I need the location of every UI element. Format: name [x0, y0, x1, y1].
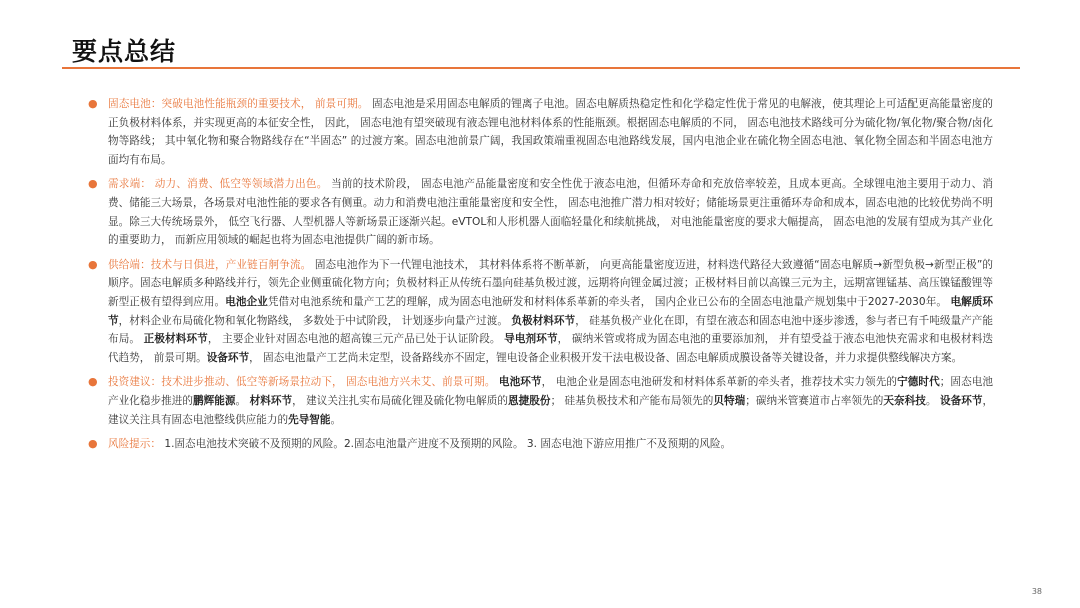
bullet-solid-state-battery [88, 95, 993, 169]
page-title: 要点总结 [72, 37, 177, 66]
bullet-text [108, 98, 993, 166]
bullet-body-text: ， 建议关注具有固态电池整线供应能力的 [108, 394, 994, 426]
bullet-text [108, 376, 993, 425]
bullet-heading: 风险提示： [108, 438, 161, 451]
bullet-keyword: 导电剂环节 [504, 333, 558, 346]
bullet-keyword: 鹏辉能源 [193, 394, 236, 407]
bullet-keyword: 负极材料环节 [511, 314, 576, 327]
bullet-dot-icon: ● [88, 375, 98, 389]
bullet-keyword: 宁德时代 [897, 376, 940, 389]
bullet-body-text: ，材料企业布局硫化物和氧化物路线， 多数处于中试阶段， 计划逐步向量产过渡。 [118, 314, 512, 327]
bullet-heading: 供给端：技术与日俱进，产业链百舸争流。 [108, 258, 312, 271]
bullet-body-text: 固态电池是采用固态电解质的锂离子电池。固态电解质热稳定性和化学稳定性优于常见的电解液，使其理论上可适配更高能量密度的正负极材料体系，并实现更高的本征安全性， 因此， 固态电池有望突破现有液态锂电池材料体系的性能瓶颈。根据固态电解质的不同， 固态电池技术路线可分为硫化物/氧化物/聚合物/卤化物等路线； 其中氧化物和聚合物路线存在“半固态” 的过渡方案。固态电池前景广阔，我国政策端重视固态电池路线发展，国内电池企业在硫化物全固态电池、氧化物全固态和半固态电池方面均有布局。 [108, 98, 993, 166]
bullet-keyword: 电解质环节 [108, 295, 994, 327]
bullet-keyword: 材料环节 [249, 394, 293, 407]
bullet-body-text: 。 [925, 394, 940, 407]
bullet-body-text: 。 [235, 394, 250, 407]
bullet-keyword: 先导智能 [288, 413, 331, 426]
bullet-body-text: 1.固态电池技术突破不及预期的风险。2.固态电池量产进度不及预期的风险。 3. 固态电池下游应用推广不及预期的风险。 [160, 438, 732, 451]
bullet-risk-warning [88, 435, 993, 454]
bullet-text [108, 178, 993, 246]
page-number: 38 [1031, 587, 1042, 596]
bullet-supply-side [88, 256, 993, 368]
bullet-keyword: 电池企业 [225, 295, 268, 308]
bullet-dot-icon: ● [88, 177, 98, 191]
bullet-investment-advice [88, 373, 993, 429]
bullet-body-text: 凭借对电池系统和量产工艺的理解，成为固态电池研发和材料体系革新的牵头者， 国内企业已公布的全固态电池量产规划集中于2027-2030年。 [267, 295, 951, 308]
bullet-demand-side [88, 175, 993, 249]
bullet-dot-icon: ● [88, 97, 98, 110]
bullet-text [108, 438, 731, 450]
bullet-heading: 投资建议：技术进步推动、低空等新场景拉动下， 固态电池方兴未艾、前景可期。 [108, 376, 496, 389]
bullet-body-text: 固态电池作为下一代锂电池技术， 其材料体系将不断革新， 向更高能量密度迈进，材料迭代路径大致遵循“固态电解质→新型负极→新型正极”的顺序。固态电解质多种路线并行，领先企业侧重硫化物方向；负极材料正从传统石墨向硅基负极过渡，远期将向锂金属过渡；正极材料目前以高镍三元为主，远期富锂锰基、高压镍锰酸锂等新型正极有望得到应用。 [108, 258, 994, 308]
bullet-keyword: 贝特瑞 [713, 394, 746, 407]
bullet-body-text: 。 [330, 413, 342, 426]
bullet-keyword: 正极材料环节 [143, 333, 208, 346]
bullet-body-text: ；固态电池产业化稳步推进的 [108, 376, 993, 407]
bullet-body-text: ， 硅基负极产业化在即，有望在液态和固态电池中逐步渗透，参与者已有千吨级量产产能布局。 [108, 314, 994, 346]
bullet-heading: 固态电池：突破电池性能瓶颈的重要技术， 前景可期。 [108, 98, 369, 110]
bullet-body-text: ， 碳纳米管或将成为固态电池的重要添加剂， 并有望受益于液态电池快充需求和电极材料迭代趋势， 前景可期。 [108, 333, 994, 364]
bullet-keyword: 电池环节 [498, 376, 542, 389]
bullet-dot-icon: ● [88, 437, 98, 451]
bullet-dot-icon: ● [88, 257, 98, 271]
bullet-body-text: ， 固态电池量产工艺尚未定型，设备路线亦不固定，锂电设备企业积极开发干法电极设备、固态电解质成膜设备等关键设备，并力求提供整线解决方案。 [249, 351, 963, 364]
bullet-keyword: 设备环节 [206, 351, 250, 364]
bullet-body-text: 当前的技术阶段， 固态电池产品能量密度和安全性优于液态电池，但循环寿命和充放倍率较差，且成本更高。全球锂电池主要用于动力、消费、储能三大场景，各场景对电池性能的要求各有侧重。动力和消费电池注重能量密度和安全性， 固态电池推广潜力相对较好；储能场景更注重循环寿命和成本，固态电池的比较优势尚不明显。除三大传统场景外， 低空飞行器、人型机器人等新场景正逐渐兴起。eVTOL和人形机器人面临轻量化和续航挑战， 对电池能量密度的要求大幅提高， 固态电池的发展有望成为其产业化的重要助力， 而新应用领域的崛起也将为固态电池提供广阔的新市场。 [108, 178, 993, 247]
bullet-body-text: ， 电池企业是固态电池研发和材料体系革新的牵头者，推荐技术实力领先的 [541, 376, 898, 389]
summary-list [88, 95, 993, 460]
bullet-keyword: 设备环节 [939, 394, 983, 407]
bullet-keyword: 天奈科技 [883, 394, 926, 407]
bullet-body-text: ； 硅基负极技术和产能布局领先的 [550, 394, 714, 407]
bullet-body-text: ， 主要企业针对固态电池的超高镍三元产品已处于认证阶段。 [207, 333, 505, 346]
bullet-keyword: 恩捷股份 [508, 394, 551, 407]
bullet-text [108, 259, 993, 364]
bullet-body-text: ；碳纳米管赛道市占率领先的 [745, 394, 884, 407]
title-divider [62, 67, 1020, 69]
bullet-heading: 需求端： 动力、消费、低空等领域潜力出色。 [108, 178, 328, 191]
bullet-body-text: ， 建议关注扎实布局硫化锂及硫化物电解质的 [292, 394, 509, 407]
